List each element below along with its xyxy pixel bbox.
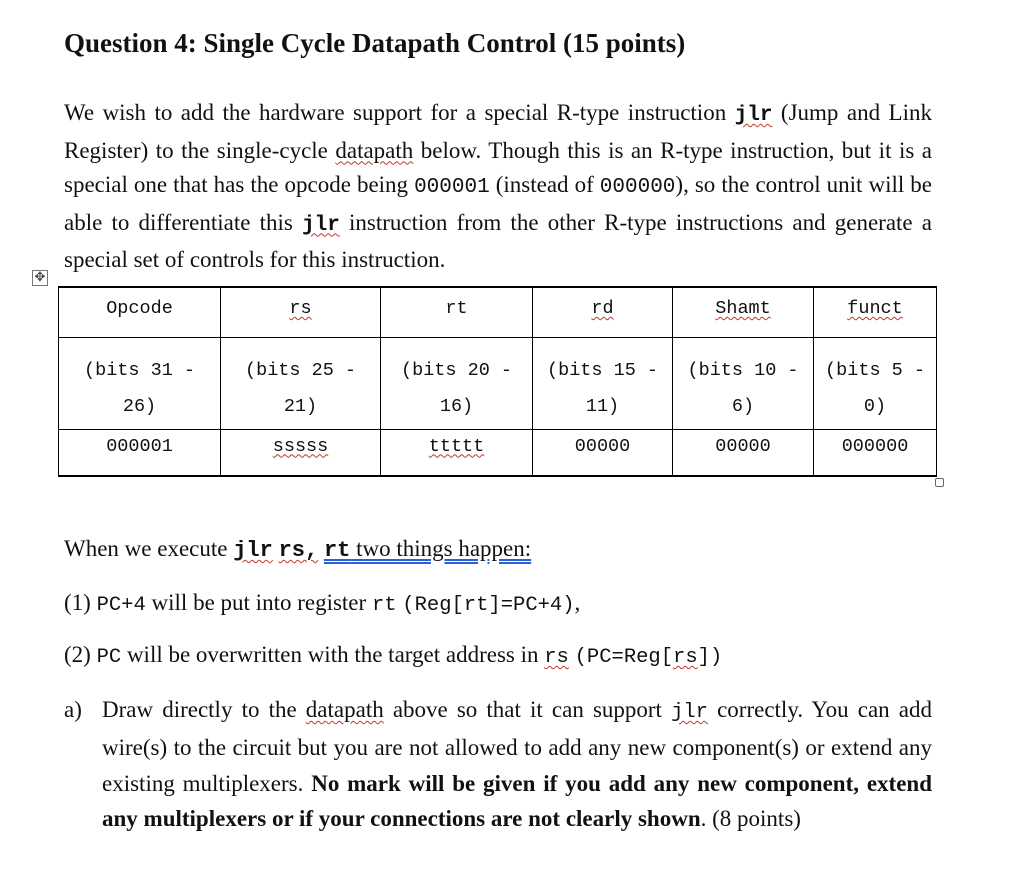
part-a-text: above so that it can support: [383, 697, 672, 722]
part-a-body: [102, 692, 932, 836]
part-a-text: correctly. You can add wire(s) to the circuit but you are not allowed to add any new component(s) or extend any existing multiplexers.: [102, 697, 933, 796]
datapath-term: datapath: [335, 137, 414, 163]
intro-text: We wish to add the hardware support for a special R-type instruction: [64, 100, 735, 125]
list-item: [64, 642, 722, 669]
item-code: ]): [697, 646, 723, 669]
item-text: ,: [574, 590, 581, 615]
datapath-term: datapath: [305, 697, 384, 722]
bits-range: (bits 10 -: [687, 359, 799, 381]
bits-cell: [673, 337, 814, 429]
item-code: PC+4: [96, 594, 146, 617]
special-opcode: 000001: [414, 176, 490, 199]
bits-range: 21): [283, 395, 318, 417]
normal-opcode: 000000: [599, 176, 676, 199]
cmd-rt: rt: [323, 538, 351, 563]
bits-range: 26): [122, 395, 157, 417]
header-cell: rs: [221, 287, 381, 337]
part-label: a): [64, 697, 82, 722]
move-handle-icon[interactable]: ✥: [32, 270, 48, 286]
instruction-format-table: [58, 286, 937, 477]
bits-cell: [59, 337, 221, 429]
execute-sentence: [64, 536, 531, 563]
item-code: rs: [673, 646, 698, 669]
intro-text: (instead of: [489, 172, 600, 197]
item-text: will be put into register: [145, 590, 372, 615]
item-number: (1): [64, 590, 97, 615]
value-text: ttttt: [428, 435, 485, 457]
warning-text: No mark will be given if you add any new component, extend any multiplexers or if your connections are not clearly shown: [102, 770, 932, 831]
bits-cell: [533, 337, 673, 429]
value-cell: 000001: [59, 429, 221, 476]
part-a-text: . (8 points): [700, 805, 801, 831]
bits-range: (bits 31 -: [83, 359, 196, 381]
value-text: sssss: [272, 435, 329, 457]
instruction-name: jlr: [302, 213, 340, 237]
bits-range: 16): [439, 395, 474, 417]
bits-range: 6): [731, 395, 755, 417]
header-cell: rt: [381, 287, 533, 337]
page-title: Question 4: Single Cycle Datapath Control (15 points): [64, 28, 686, 58]
bits-range: (bits 5 -: [825, 359, 925, 381]
header-cell: Shamt: [673, 287, 814, 337]
bits-cell: [814, 337, 937, 429]
item-code: (PC=Reg[: [574, 646, 674, 669]
resize-handle-icon[interactable]: [935, 478, 944, 487]
instruction-name: jlr: [734, 104, 773, 127]
bits-range: (bits 20 -: [400, 359, 513, 381]
value-cell: [381, 429, 533, 476]
part-a-text: Draw directly to the: [102, 697, 306, 722]
execute-text: two things happen:: [350, 536, 532, 561]
intro-text: instruction from the other R-type instructions and generate a special set of controls for this instruction.: [64, 209, 932, 272]
header-cell: rd: [533, 287, 673, 337]
header-cell: Opcode: [59, 287, 221, 337]
question-part-a: [64, 692, 932, 836]
value-cell: 000000: [814, 429, 937, 476]
bits-range: (bits 15 -: [546, 359, 659, 381]
value-cell: 00000: [673, 429, 814, 476]
bits-range: (bits 25 -: [244, 359, 357, 381]
table-bits-row: [59, 337, 937, 429]
cmd-rs: rs,: [278, 538, 319, 563]
instruction-name: jlr: [671, 701, 708, 724]
intro-text: ), so the control unit will be able to differentiate this: [64, 172, 932, 235]
cmd-op: jlr: [233, 538, 273, 563]
bits-range: 0): [863, 395, 887, 417]
item-number: (2): [64, 642, 97, 667]
value-cell: [221, 429, 381, 476]
list-item: [64, 590, 580, 617]
item-code: rs: [544, 646, 569, 669]
header-cell: funct: [814, 287, 937, 337]
item-code: (Reg[rt]=PC+4): [402, 594, 575, 617]
item-text: will be overwritten with the target address in: [121, 642, 545, 667]
value-cell: 00000: [533, 429, 673, 476]
table-header-row: [59, 287, 937, 337]
bits-cell: [381, 337, 533, 429]
table-values-row: [59, 429, 937, 476]
bits-range: 11): [585, 395, 620, 417]
item-code: PC: [96, 646, 122, 669]
intro-text: (Jump and Link Register) to the single-cycle: [64, 100, 932, 163]
intro-paragraph: [64, 96, 932, 278]
execute-text: When we execute: [64, 536, 234, 561]
bits-cell: [221, 337, 381, 429]
item-code: rt: [371, 594, 397, 617]
intro-text: below. Though this is an R-type instruction, but it is a special one that has the opcode being: [64, 137, 932, 197]
